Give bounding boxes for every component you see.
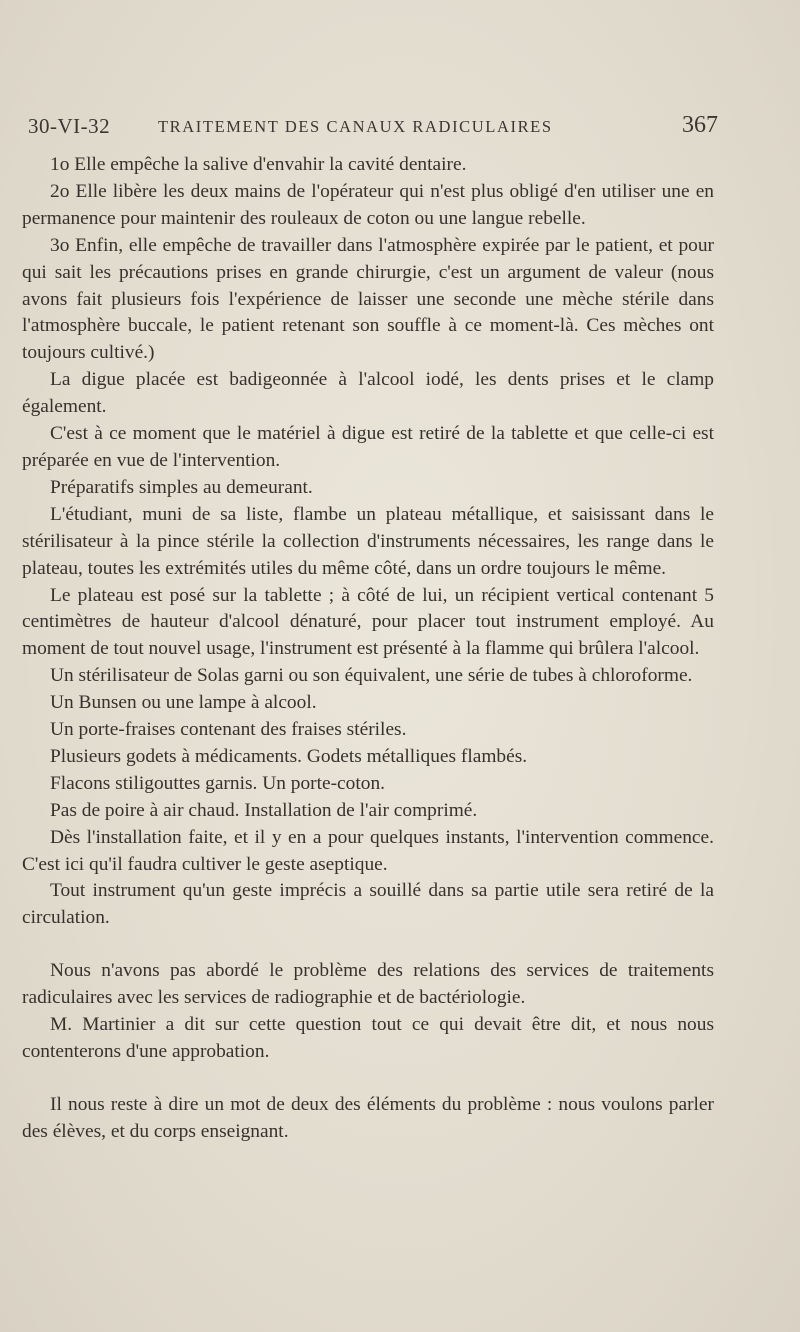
paragraph-5: C'est à ce moment que le matériel à digue est retiré de la tablette et que celle-ci est préparée en vue de l'intervention. xyxy=(22,423,714,471)
page-number: 367 xyxy=(682,112,718,138)
paragraph-14: Pas de poire à air chaud. Installation de l'air comprimé. xyxy=(50,799,478,821)
paragraph-16: Tout instrument qu'un geste imprécis a souillé dans sa partie utile sera retiré de la circulation. xyxy=(22,880,714,929)
paragraph-1: 1o Elle empêche la salive d'envahir la cavité dentaire. xyxy=(50,154,467,175)
paragraph-7: L'étudiant, muni de sa liste, flambe un plateau métallique, et saisissant dans le stérilisateur à la pince stérile la collection d'instruments nécessaires, les range dans le plateau, toutes les extrémités utiles du même côté, dans un ordre toujours le même. xyxy=(22,503,714,579)
paragraph-19: Il nous reste à dire un mot de deux des éléments du problème : nous voulons parler des élèves, et du corps enseignant. xyxy=(22,1093,714,1142)
header-date: 30-VI-32 xyxy=(28,114,111,138)
paragraph-10: Un Bunsen ou une lampe à alcool. xyxy=(50,692,317,714)
paragraph-9: Un stérilisateur de Solas garni ou son équivalent, une série de tubes à chloroforme. xyxy=(50,665,693,687)
paragraph-13: Flacons stiligouttes garnis. Un porte-coton. xyxy=(50,772,385,794)
paragraph-18: M. Martinier a dit sur cette question tout ce qui devait être dit, et nous nous contenterons d'une approbation. xyxy=(22,1014,714,1062)
paragraph-15: Dès l'installation faite, et il y en a pour quelques instants, l'intervention commence. C'est ici qu'il faudra cultiver le geste aseptique. xyxy=(22,826,714,875)
body-text xyxy=(22,152,714,1146)
page-header xyxy=(28,114,718,142)
paragraph-8: Le plateau est posé sur la tablette ; à côté de lui, un récipient vertical contenant 5 centimètres de hauteur d'alcool dénaturé, pour placer tout instrument employé. Au moment de tout nouvel usage, l'instrument est présenté à la flamme qui brûlera l'alcool. xyxy=(22,584,714,660)
running-title: TRAITEMENT DES CANAUX RADICULAIRES xyxy=(158,117,553,136)
paragraph-17: Nous n'avons pas abordé le problème des relations des services de traitements radiculaires avec les services de radiographie et de bactériologie. xyxy=(22,960,714,1009)
paragraph-4: La digue placée est badigeonnée à l'alcool iodé, les dents prises et le clamp également. xyxy=(22,369,714,418)
paragraph-3: 3o Enfin, elle empêche de travailler dans l'atmosphère expirée par le patient, et pour qui sait les précautions prises en grande chirurgie, c'est un argument de valeur (nous avons fait plusieurs fois l'expérience de laisser une seconde une mèche stérile dans l'atmosphère buccale, le patient retenant son souffle à ce moment-là. Ces mèches ont toujours cultivé.) xyxy=(22,234,714,364)
paragraph-12: Plusieurs godets à médicaments. Godets métalliques flambés. xyxy=(50,745,528,767)
paragraph-11: Un porte-fraises contenant des fraises stériles. xyxy=(50,719,407,741)
paragraph-6: Préparatifs simples au demeurant. xyxy=(50,476,313,498)
paragraph-2: 2o Elle libère les deux mains de l'opérateur qui n'est plus obligé d'en utiliser une en permanence pour maintenir des rouleaux de coton ou une langue rebelle. xyxy=(22,180,714,229)
